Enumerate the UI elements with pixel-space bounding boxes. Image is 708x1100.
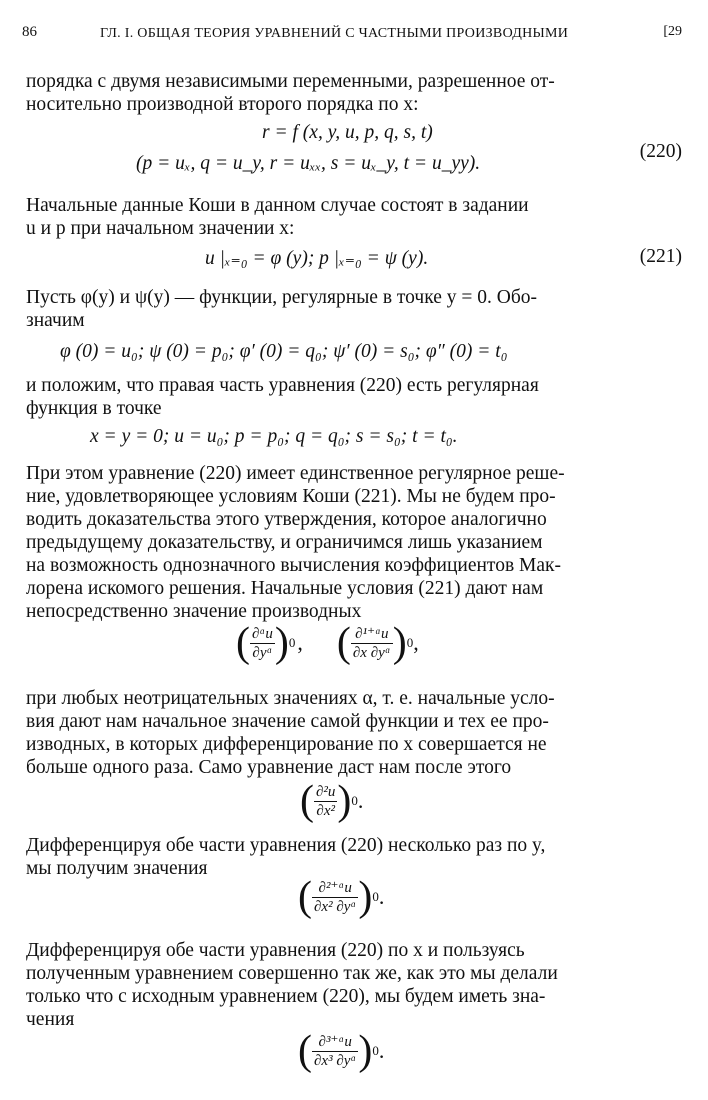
derivative-mixed-2 [298, 876, 384, 918]
paragraph-4 [26, 374, 682, 420]
left-paren: ( [236, 620, 250, 666]
text-line: u и p при начальном значении x: [26, 218, 295, 239]
fraction [312, 1033, 358, 1070]
text-line: мы получим значения [26, 858, 208, 879]
subscript: 0 [372, 889, 379, 904]
text-line: При этом уравнение (220) имеет единственное регулярное реше- [26, 463, 565, 484]
numerator: ∂²⁺ᵅu [318, 879, 352, 896]
text-line: при любых неотрицательных значениях α, т. е. начальные усло- [26, 688, 555, 709]
right-paren: ) [358, 1028, 373, 1074]
subscript: 0 [351, 793, 358, 808]
denominator: ∂x ∂yᵅ [352, 644, 391, 661]
period: . [378, 884, 385, 909]
text-line: ние, удовлетворяющее условиям Коши (221). Мы не будем про- [26, 486, 556, 507]
paragraph-8 [26, 939, 682, 1031]
equation-initial-values: φ (0) = u₀; ψ (0) = p₀; φ′ (0) = q₀; ψ′ (0) = s₀; φ″ (0) = t₀ [60, 341, 508, 362]
section-number: [29 [663, 24, 682, 39]
right-paren: ) [392, 620, 407, 666]
text-line: чения [26, 1009, 75, 1030]
period: . [378, 1038, 385, 1063]
paragraph-2 [26, 194, 682, 240]
paragraph-3 [26, 286, 682, 332]
derivative-second-x [300, 780, 363, 822]
text-line: только что с исходным уравнением (220), мы будем иметь зна- [26, 986, 546, 1007]
text-line: Дифференцируя обе части уравнения (220) по x и пользуясь [26, 940, 525, 961]
right-paren: ) [358, 874, 373, 920]
text-line: лорена искомого решения. Начальные условия (221) дают нам [26, 578, 544, 599]
running-title: ГЛ. I. ОБЩАЯ ТЕОРИЯ УРАВНЕНИЙ С ЧАСТНЫМИ ПРОИЗВОДНЫМИ [100, 26, 569, 41]
derivative-mixed-3 [298, 1030, 384, 1072]
text-line: Пусть φ(y) и ψ(y) — функции, регулярные в точке y = 0. Обо- [26, 287, 537, 308]
numerator: ∂²u [316, 783, 336, 800]
denominator: ∂x³ ∂yᵅ [314, 1052, 357, 1069]
left-paren: ( [300, 778, 314, 824]
subscript: 0 [288, 635, 296, 650]
text-line: изводных, в которых дифференцирование по x совершается не [26, 734, 547, 755]
text-line: носительно производной второго порядка по x: [26, 94, 419, 115]
denominator: ∂yᵅ [252, 644, 273, 661]
fraction [314, 783, 337, 820]
left-paren: ( [298, 1028, 312, 1074]
text-line: предыдущему доказательству, и ограничимся лишь указанием [26, 532, 543, 553]
text-line: непосредственно значение производных [26, 601, 362, 622]
denominator: ∂x² [316, 802, 335, 819]
text-line: больше одного раза. Само уравнение даст нам после этого [26, 757, 512, 778]
numerator: ∂¹⁺ᵅu [355, 625, 389, 642]
paragraph-6 [26, 687, 682, 779]
paragraph-5 [26, 462, 682, 623]
fraction [250, 625, 275, 662]
left-paren: ( [298, 874, 312, 920]
separator: , [413, 630, 419, 655]
text-line: водить доказательства этого утверждения, которое аналогично [26, 509, 547, 530]
left-paren: ( [336, 620, 351, 666]
text-line: Начальные данные Коши в данном случае состоят в задании [26, 195, 529, 216]
subscript: 0 [406, 635, 414, 650]
period: . [357, 788, 364, 813]
page-header [22, 24, 682, 46]
text-line: значим [26, 310, 85, 331]
derivatives-initial [236, 622, 419, 664]
equation-number-220: (220) [639, 141, 682, 162]
numerator: ∂³⁺ᵅu [318, 1033, 352, 1050]
text-line: Дифференцируя обе части уравнения (220) несколько раз по y, [26, 835, 546, 856]
paragraph-1 [26, 70, 682, 116]
equation-number-221: (221) [639, 246, 682, 267]
text-line: полученным уравнением совершенно так же, как это мы делали [26, 963, 558, 984]
fraction [351, 625, 393, 662]
text-line: на возможность однозначного вычисления коэффициентов Мак- [26, 555, 561, 576]
separator: , [297, 630, 303, 655]
right-paren: ) [274, 620, 289, 666]
text-line: и положим, что правая часть уравнения (220) есть регулярная [26, 375, 539, 396]
subscript: 0 [372, 1043, 379, 1058]
equation-221: u |ₓ₌₀ = φ (y); p |ₓ₌₀ = ψ (y). [205, 248, 429, 269]
denominator: ∂x² ∂yᵅ [314, 898, 357, 915]
equation-220-line2: (p = uₓ, q = u_y, r = uₓₓ, s = uₓ_y, t = u_yy). [136, 153, 481, 174]
paragraph-7 [26, 834, 682, 880]
text-line: порядка с двумя независимыми переменными, разрешенное от- [26, 71, 555, 92]
text-line: вия дают нам начальное значение самой функции и тех ее про- [26, 711, 549, 732]
page-number: 86 [22, 24, 37, 40]
fraction [312, 879, 358, 916]
right-paren: ) [337, 778, 352, 824]
equation-220-line1: r = f (x, y, u, p, q, s, t) [262, 122, 433, 143]
equation-point: x = y = 0; u = u₀; p = p₀; q = q₀; s = s₀; t = t₀. [90, 426, 458, 447]
numerator: ∂ᵅu [252, 625, 273, 642]
text-line: функция в точке [26, 398, 162, 419]
